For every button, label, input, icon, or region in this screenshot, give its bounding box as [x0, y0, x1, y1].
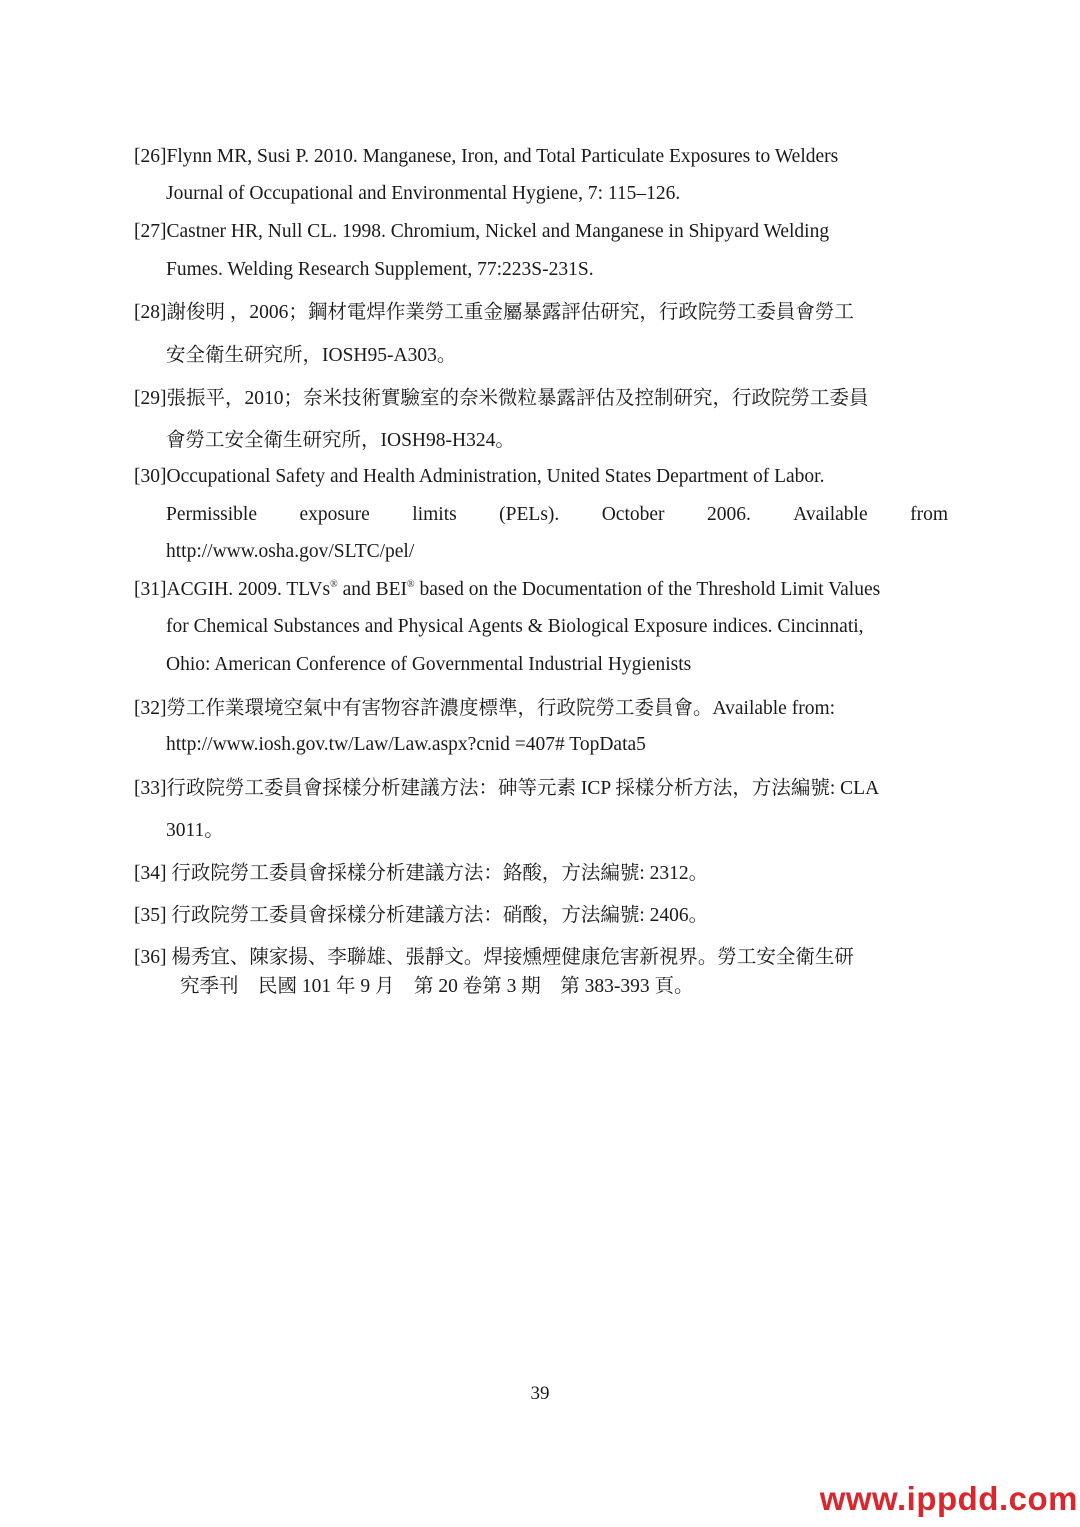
- reference-line: [27]Castner HR, Null CL. 1998. Chromium, Nickel and Manganese in Shipyard Welding: [134, 221, 830, 242]
- word: Permissible: [166, 504, 257, 525]
- reference-line: 安全衛生研究所，IOSH95-A303。: [166, 345, 457, 366]
- reference-line: Ohio: American Conference of Governmental Industrial Hygienists: [166, 654, 692, 675]
- reference-line: 3011。: [166, 820, 224, 841]
- registered-mark: ®: [330, 579, 338, 590]
- reference-text: [31]ACGIH. 2009. TLVs: [134, 579, 331, 600]
- reference-line: [29]張振平，2010；奈米技術實驗室的奈米微粒暴露評估及控制研究，行政院勞工委員: [134, 388, 869, 409]
- reference-text: based on the Documentation of the Threshold Limit Values: [414, 579, 881, 600]
- word: 2006.: [706, 504, 751, 525]
- watermark: www.ippdd.com: [819, 1480, 1078, 1517]
- reference-line: for Chemical Substances and Physical Agents & Biological Exposure indices. Cincinnati,: [166, 616, 864, 637]
- reference-line: [33]行政院勞工委員會採樣分析建議方法：砷等元素 ICP 採樣分析方法，方法編號: CLA: [134, 778, 880, 799]
- word: Available: [793, 504, 868, 525]
- reference-text: and BEI: [337, 579, 408, 600]
- word: limits: [412, 504, 457, 525]
- reference-line: 會勞工安全衛生研究所，IOSH98-H324。: [166, 430, 515, 451]
- reference-line: [34] 行政院勞工委員會採樣分析建議方法：鉻酸，方法編號: 2312。: [134, 863, 709, 884]
- reference-line: [35] 行政院勞工委員會採樣分析建議方法：硝酸，方法編號: 2406。: [134, 905, 709, 926]
- word: from: [910, 504, 948, 525]
- reference-line: [28]謝俊明 ，2006；鋼材電焊作業勞工重金屬暴露評估研究，行政院勞工委員會勞工: [134, 302, 854, 323]
- reference-line: [26]Flynn MR, Susi P. 2010. Manganese, Iron, and Total Particulate Exposures to Welders: [134, 146, 839, 167]
- reference-link-text: http://www.osha.gov/SLTC/pel/: [166, 541, 415, 562]
- reference-line: Fumes. Welding Research Supplement, 77:223S-231S.: [166, 259, 594, 280]
- reference-link-text: http://www.iosh.gov.tw/Law/Law.aspx?cnid =407# TopData5: [166, 734, 646, 755]
- word: October: [601, 504, 665, 525]
- word: exposure: [299, 504, 370, 525]
- reference-line: 究季刊 民國 101 年 9 月 第 20 卷第 3 期 第 383-393 頁。: [180, 976, 694, 997]
- reference-line: [134, 579, 880, 601]
- reference-line: [30]Occupational Safety and Health Administration, United States Department of Labor.: [134, 466, 825, 487]
- reference-line: Journal of Occupational and Environmental Hygiene, 7: 115–126.: [166, 183, 681, 204]
- word: (PELs).: [499, 504, 560, 525]
- reference-line-justified: [166, 504, 948, 526]
- reference-line: [32]勞工作業環境空氣中有害物容許濃度標準，行政院勞工委員會。Available from:: [134, 698, 836, 719]
- reference-line: [36] 楊秀宜、陳家揚、李聯雄、張靜文。焊接燻煙健康危害新視界。勞工安全衛生研: [134, 947, 854, 968]
- page-number: 39: [530, 1383, 550, 1404]
- registered-mark: ®: [407, 579, 415, 590]
